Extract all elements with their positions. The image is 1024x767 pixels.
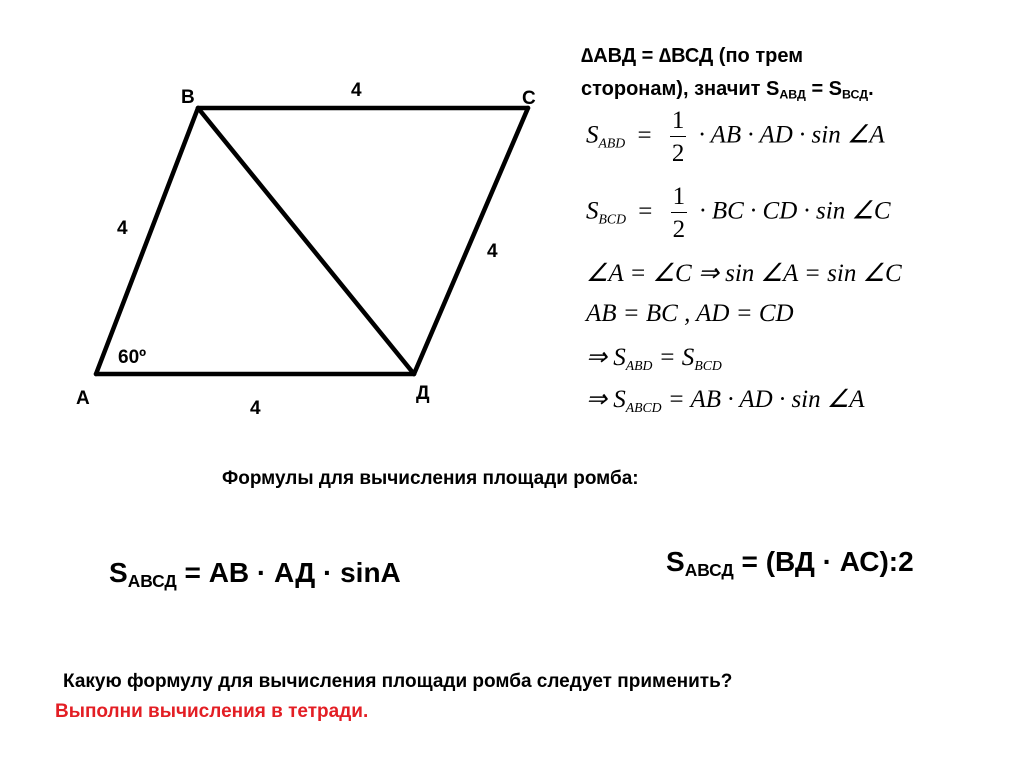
f1-num: 1	[670, 108, 687, 137]
af2-s: S	[666, 546, 685, 577]
af1-sub: АВСД	[127, 570, 177, 591]
proof-line-2	[581, 78, 874, 101]
formula-angles	[586, 258, 902, 288]
side-label-right: 4	[487, 241, 498, 262]
f2-den: 2	[672, 216, 686, 243]
vertex-a-label: A	[76, 388, 90, 409]
f6-sub: ABCD	[625, 399, 662, 415]
proof-line-2-mid: = S	[805, 78, 843, 100]
f5-pre: ⇒ S	[586, 344, 626, 371]
f5-mid: = S	[652, 344, 695, 371]
vertex-b-label: B	[181, 87, 195, 108]
formulas-heading: Формулы для вычисления площади ромба:	[222, 468, 639, 489]
f2-rest: · BC · CD · sin ∠C	[699, 197, 891, 225]
f1-eq: =	[637, 121, 652, 149]
f3-text: ∠A = ∠C ⇒ sin ∠A = sin ∠C	[586, 260, 902, 287]
proof-sub-bcd: ВСД	[842, 87, 869, 102]
question-text: Какую формулу для вычисления площади ромба следует применить?	[63, 671, 733, 692]
af2-sub: АВСД	[684, 559, 734, 580]
af1-rest: = АВ · АД · sinA	[176, 557, 401, 588]
f1-sub: ABD	[598, 135, 626, 151]
vertex-c-label: C	[522, 88, 536, 109]
formula-equal-areas	[586, 342, 722, 374]
f1-den: 2	[671, 140, 685, 167]
side-cd	[414, 108, 528, 374]
f2-s: S	[586, 197, 599, 225]
vertex-d-label: Д	[416, 383, 430, 404]
proof-line-1	[581, 45, 803, 68]
proof-line-1-text: ∆АВД = ∆ВСД (по трем	[581, 45, 803, 67]
formula-s-bcd	[586, 184, 891, 242]
side-label-left: 4	[117, 218, 128, 239]
af1-s: S	[109, 557, 128, 588]
f1-fraction	[670, 108, 687, 166]
f6-rest: = AB · AD · sin ∠A	[661, 386, 865, 413]
f4-text: AB = BC , AD = CD	[586, 300, 794, 327]
f1-rest: · AB · AD · sin ∠A	[698, 121, 885, 149]
formula-s-abd	[586, 108, 885, 166]
area-formula-1	[109, 557, 401, 592]
formula-sides	[586, 300, 794, 328]
diagonal-bd	[198, 108, 414, 374]
proof-line-2-pre: сторонам), значит S	[581, 78, 780, 100]
angle-label: 60º	[118, 347, 147, 368]
proof-sub-abd: АВД	[779, 87, 806, 102]
task-text: Выполни вычисления в тетради.	[55, 701, 369, 722]
side-ab	[96, 108, 198, 374]
f1-s: S	[586, 121, 599, 149]
formula-s-abcd	[586, 384, 865, 416]
f5-sub2: BCD	[694, 357, 722, 373]
rhombus-figure	[0, 0, 560, 440]
f2-num: 1	[671, 184, 688, 213]
f5-sub1: ABD	[625, 357, 653, 373]
side-label-top: 4	[351, 80, 362, 101]
f2-fraction	[671, 184, 688, 242]
side-label-bottom: 4	[250, 398, 261, 419]
f2-eq: =	[638, 197, 653, 225]
proof-line-2-end: .	[868, 78, 874, 100]
area-formula-2	[666, 546, 914, 581]
f6-pre: ⇒ S	[586, 386, 626, 413]
af2-rest: = (ВД · АС):2	[733, 546, 914, 577]
f2-sub: BCD	[598, 211, 626, 227]
